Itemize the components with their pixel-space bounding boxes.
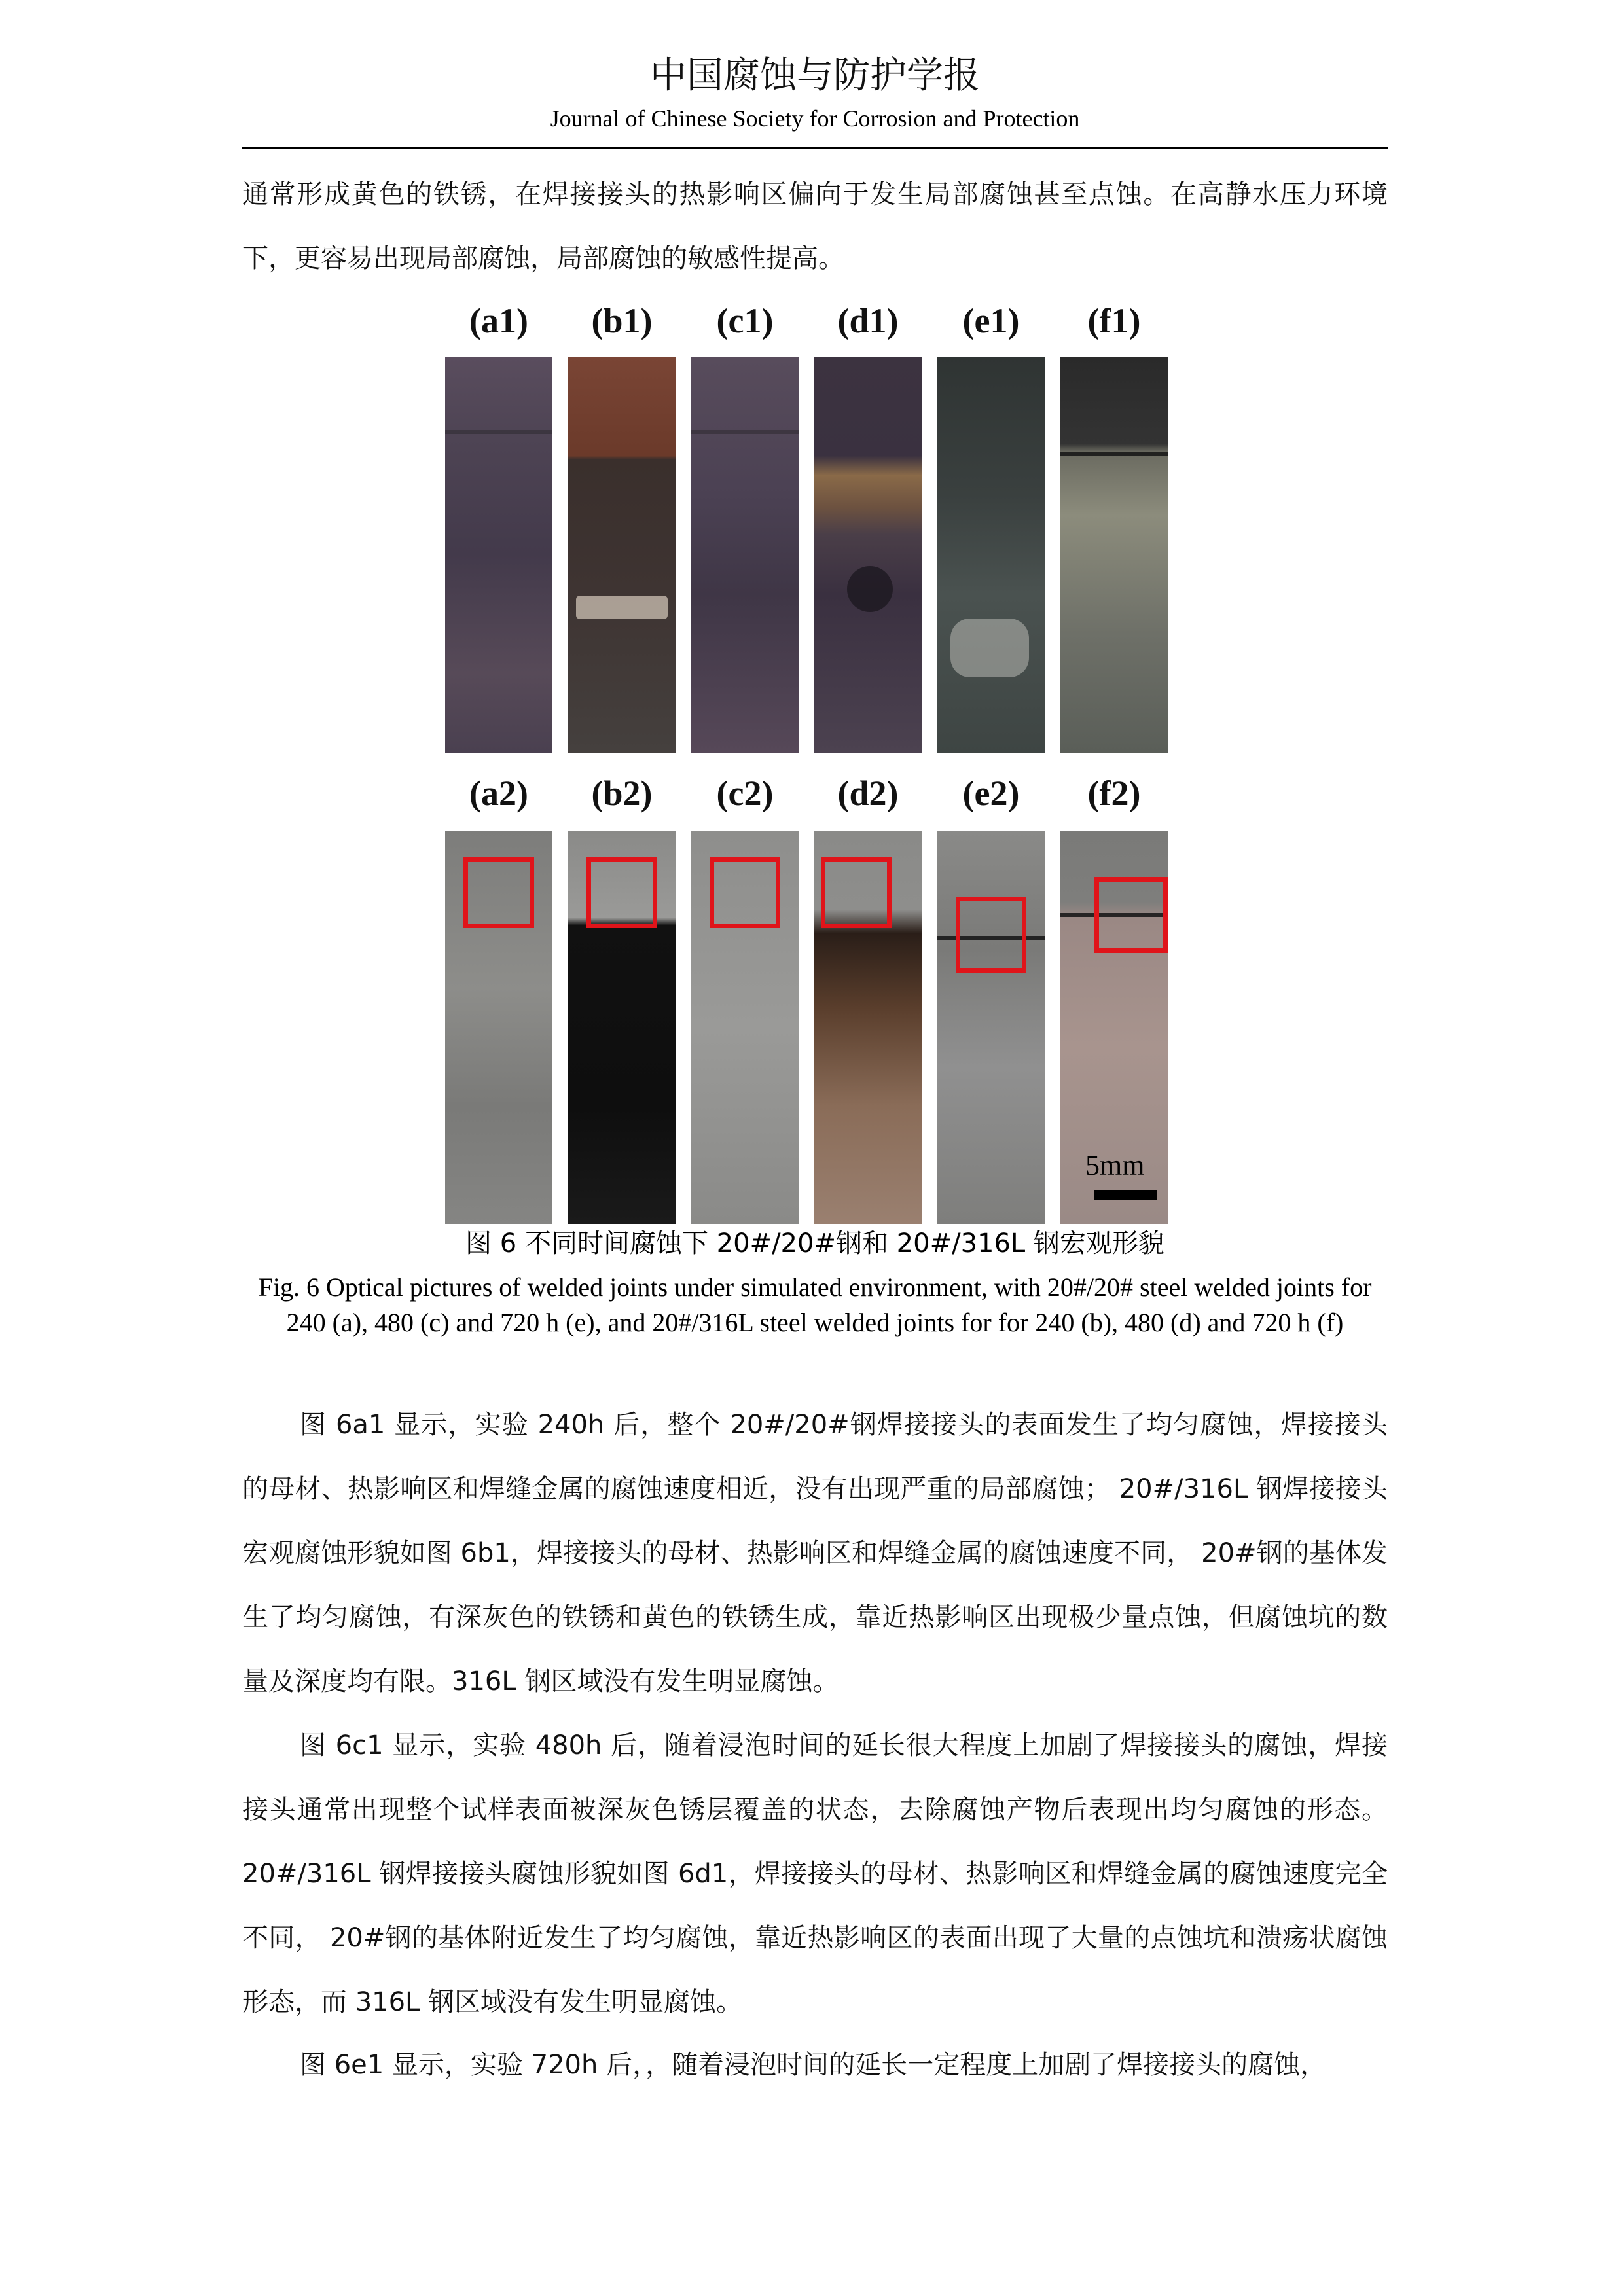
figure-6 xyxy=(445,295,1182,1224)
specimen-photo-c1 xyxy=(691,357,799,753)
roi-box-b2 xyxy=(586,857,657,928)
roi-box-f2 xyxy=(1094,877,1168,953)
roi-box-e2 xyxy=(956,897,1026,973)
paragraph-6c1: 图 6c1 显示，实验 480h 后，随着浸泡时间的延长很大程度上加剧了焊接接头的腐蚀，焊接接头通常出现整个试样表面被深灰色锈层覆盖的状态，去除腐蚀产物后表现出均匀腐蚀的形态。20#/316L 钢焊接接头腐蚀形貌如图 6d1，焊接接头的母材、热影响区和焊缝金属的腐蚀速度完全不同， 20#钢的基体附近发生了均匀腐蚀，靠近热影响区的表面出现了大量的点蚀坑和溃疡状腐蚀形态，而 316L 钢区域没有发生明显腐蚀。 xyxy=(242,1731,1388,2017)
label-a2: (a2) xyxy=(469,774,528,813)
roi-box-c2 xyxy=(710,857,780,928)
specimen-photo-e2 xyxy=(937,831,1045,1224)
journal-title-cn: 中国腐蚀与防护学报 xyxy=(650,54,980,97)
specimen-photo-d2 xyxy=(814,831,922,1224)
specimen-photo-a1 xyxy=(445,357,552,753)
label-b1: (b1) xyxy=(591,301,653,340)
specimen-photo-f2 xyxy=(1060,831,1168,1224)
specimen-photo-b1 xyxy=(568,357,676,753)
label-d1: (d1) xyxy=(837,301,899,340)
specimen-photo-e1 xyxy=(937,357,1045,753)
intro-paragraph: 通常形成黄色的铁锈，在焊接接头的热影响区偏向于发生局部腐蚀甚至点蚀。在高静水压力环境下，更容易出现局部腐蚀，局部腐蚀的敏感性提高。 xyxy=(242,179,1388,274)
scale-bar xyxy=(1094,1190,1157,1200)
figure-caption-en: Fig. 6 Optical pictures of welded joints under simulated environment, with 20#/20# steel welded joints for 240 (a), 480 (c) and 720 h (e), and 20#/316L steel welded joints for for 240 (b), 480 (d) and 720 h (f) xyxy=(258,1272,1372,1337)
journal-header xyxy=(242,52,1388,134)
label-f2: (f2) xyxy=(1087,774,1141,813)
specimen-photo-f1 xyxy=(1060,357,1168,753)
paragraph-6e1: 图 6e1 显示，实验 720h 后，，随着浸泡时间的延长一定程度上加剧了焊接接头的腐蚀， xyxy=(300,2050,1327,2080)
label-b2: (b2) xyxy=(591,774,653,813)
label-f1: (f1) xyxy=(1087,301,1141,340)
paragraph-6a1: 图 6a1 显示，实验 240h 后，整个 20#/20#钢焊接接头的表面发生了均匀腐蚀，焊接接头的母材、热影响区和焊缝金属的腐蚀速度相近，没有出现严重的局部腐蚀； 20#/316L 钢焊接接头宏观腐蚀形貌如图 6b1，焊接接头的母材、热影响区和焊缝金属的腐蚀速度不同， 20#钢的基体发生了均匀腐蚀，有深灰色的铁锈和黄色的铁锈生成，靠近热影响区出现极少量点蚀，但腐蚀坑的数量及深度均有限。316L 钢区域没有发生明显腐蚀。 xyxy=(242,1410,1388,1696)
label-e2: (e2) xyxy=(962,774,1020,813)
label-c1: (c1) xyxy=(716,301,774,340)
specimen-photo-c2 xyxy=(691,831,799,1224)
scale-bar-label: 5mm xyxy=(1085,1149,1145,1181)
specimen-photo-d1 xyxy=(814,357,922,753)
header-rule xyxy=(242,147,1388,149)
journal-title-en: Journal of Chinese Society for Corrosion and Protection xyxy=(550,105,1080,132)
roi-box-a2 xyxy=(463,857,534,928)
figure-caption-cn: 图 6 不同时间腐蚀下 20#/20#钢和 20#/316L 钢宏观形貌 xyxy=(465,1229,1164,1259)
label-d2: (d2) xyxy=(837,774,899,813)
label-a1: (a1) xyxy=(469,301,528,340)
specimen-photo-a2 xyxy=(445,831,552,1224)
specimen-photo-b2 xyxy=(568,831,676,1224)
roi-box-d2 xyxy=(821,857,892,928)
label-e1: (e1) xyxy=(962,301,1020,340)
label-c2: (c2) xyxy=(716,774,774,813)
